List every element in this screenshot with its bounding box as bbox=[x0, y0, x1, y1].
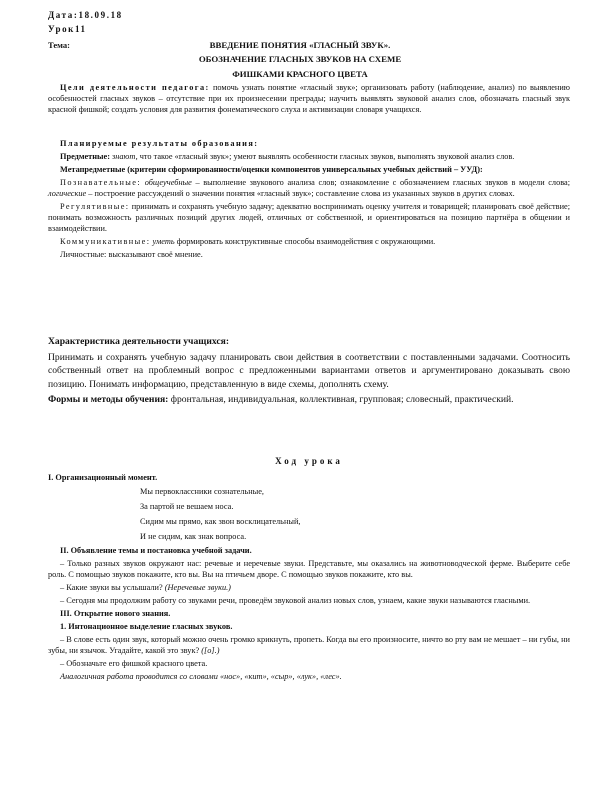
activity-block bbox=[48, 335, 570, 409]
methods-label: Формы и методы обучения: bbox=[48, 394, 169, 405]
subject-italic: знают, bbox=[112, 152, 138, 161]
methods-paragraph bbox=[48, 393, 570, 407]
title-line-1: ВВЕДЕНИЕ ПОНЯТИЯ «ГЛАСНЫЙ ЗВУК». bbox=[209, 40, 391, 50]
communicative-label: Коммуникативные: bbox=[60, 237, 151, 246]
p3-answer: ([о].) bbox=[201, 646, 220, 655]
section-2-q1 bbox=[48, 582, 570, 593]
subject-label: Предметные: bbox=[60, 152, 110, 161]
personal-label: Личностные: bbox=[60, 250, 107, 259]
lesson-number: Урок11 bbox=[48, 24, 87, 34]
goal-block bbox=[48, 82, 570, 117]
communicative-italic: уметь bbox=[152, 237, 175, 246]
section-2-p2: – Сегодня мы продолжим работу со звуками речи, проведём звуковой анализ новых слов, узнаем, какие звуки называются гласными. bbox=[60, 596, 531, 605]
results-block bbox=[48, 138, 570, 262]
topic-label: Тема: bbox=[48, 40, 70, 50]
results-communicative bbox=[48, 236, 570, 247]
poem-line: Сидим мы прямо, как звон восклицательный, bbox=[140, 517, 301, 526]
communicative-text: формировать конструктивные способы взаимодействия с окружающими. bbox=[176, 237, 436, 246]
results-subject bbox=[48, 151, 570, 162]
subject-text: что такое «гласный звук»; умеют выявлять особенности гласных звуков, выполнять звуковой анализ слов. bbox=[139, 152, 515, 161]
poem-line: И не сидим, как знак вопроса. bbox=[140, 532, 247, 541]
goal-text: помочь узнать понятие «гласный звук»; организовать работу (наблюдение, анализ) по выявлению особенностей гласных звуков – отсутствие при их произнесении преграды; научить выявлять звуковой анализ слов, обозначать гласный звук красной фишкой; создать условия для развития фонематического слуха и активизации словаря учащихся. bbox=[48, 83, 570, 114]
section-3-title: III. Открытие нового знания. bbox=[60, 609, 171, 618]
results-cognitive bbox=[48, 177, 570, 199]
results-meta bbox=[48, 164, 570, 175]
section-2-title: II. Объявление темы и постановка учебной задачи. bbox=[60, 546, 252, 555]
goal-paragraph bbox=[48, 82, 570, 115]
personal-text: высказывают своё мнение. bbox=[108, 250, 203, 259]
poem bbox=[140, 484, 301, 544]
question-text: – Какие звуки вы услышали? bbox=[60, 583, 163, 592]
cognitive-italic-2: логические bbox=[48, 189, 87, 198]
section-2 bbox=[48, 545, 570, 684]
results-heading-text: Планируемые результаты образования: bbox=[60, 139, 259, 148]
section-3-p4: – Обозначьте его фишкой красного цвета. bbox=[60, 659, 208, 668]
course-heading: Ход урока bbox=[275, 456, 343, 466]
results-regulative bbox=[48, 201, 570, 234]
poem-line: За партой не вешаем носа. bbox=[140, 502, 234, 511]
poem-line: Мы первоклассники сознательные, bbox=[140, 487, 264, 496]
section-1 bbox=[48, 472, 570, 485]
cognitive-label: Познавательные: bbox=[60, 178, 142, 187]
course-heading-block bbox=[48, 456, 570, 467]
meta-label: Метапредметные (критерии сформированности/оценки компонентов универсальных учебных действий – УУД): bbox=[60, 165, 483, 174]
cognitive-italic-1: общеучебные bbox=[144, 178, 192, 187]
goal-label: Цели деятельности педагога: bbox=[60, 83, 210, 92]
regulative-text: принимать и сохранять учебную задачу; адекватно воспринимать оценку учителя и товарищей; планировать своё действие; понимать возможность различных позиций других людей, отличных от собственной, и ориентироваться на позицию партнёра в общении и взаимодействии. bbox=[48, 202, 571, 233]
results-personal bbox=[48, 249, 570, 260]
results-heading bbox=[48, 138, 570, 149]
p3-text: – В слове есть один звук, который можно очень громко крикнуть, пропеть. Когда вы его произносите, ничто во рту вам не мешает – ни губы, ни зубы, ни язычок. Угадайте, какой это звук? bbox=[48, 635, 570, 655]
regulative-label: Регулятивные: bbox=[60, 202, 130, 211]
section-3-p3 bbox=[48, 634, 570, 656]
activity-text: Принимать и сохранять учебную задачу планировать свои действия в соответствии с поставленными задачами. Соотносить собственный ответ на проблемный вопрос с предложенными вариантами ответов и аргументировано доказывать свою позицию. Понимать информацию, представленную в виде схемы, дополнять схему. bbox=[48, 351, 570, 390]
section-3-p5: Аналогичная работа проводится со словами «нос», «кит», «сыр», «лук», «лес». bbox=[60, 672, 342, 681]
cognitive-text-1: – выполнение звукового анализа слов; ознакомление с обозначением гласных звуков в модели слова; bbox=[195, 178, 571, 187]
question-answer: (Неречевые звуки.) bbox=[164, 583, 231, 592]
cognitive-text-2: – построение рассуждений о значении понятия «гласный звук»; составление слова из указанных звуков в других словах. bbox=[88, 189, 515, 198]
title-line-3: ФИШКАМИ КРАСНОГО ЦВЕТА bbox=[232, 69, 368, 79]
section-1-title: I. Организационный момент. bbox=[48, 473, 158, 482]
methods-text: фронтальная, индивидуальная, коллективная, групповая; словесный, практический. bbox=[170, 394, 514, 405]
section-3-1-title: 1. Интонационное выделение гласных звуков. bbox=[60, 622, 233, 631]
section-2-p1: – Только разных звуков окружают нас: речевые и неречевые звуки. Представьте, мы оказались на животноводческой ферме. Выберите себе роль. С помощью звуков покажите, кто вы. Вы на птичьем дворе. С помощью звуков покажите, кто вы. bbox=[48, 559, 570, 579]
title-line-2: ОБОЗНАЧЕНИЕ ГЛАСНЫХ ЗВУКОВ НА СХЕМЕ bbox=[198, 54, 402, 64]
activity-heading: Характеристика деятельности учащихся: bbox=[48, 336, 230, 347]
lesson-date: Дата:18.09.18 bbox=[48, 10, 123, 20]
